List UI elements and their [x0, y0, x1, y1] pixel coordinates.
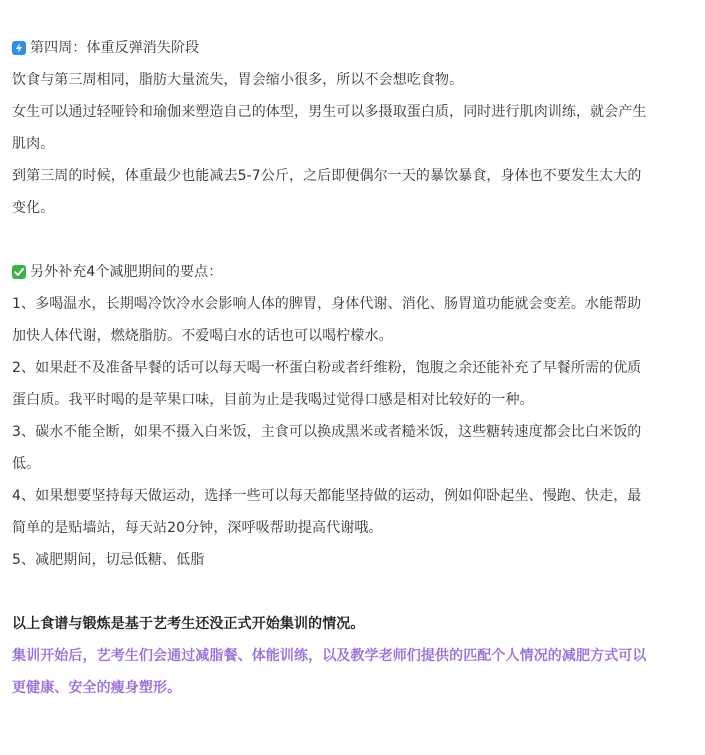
check-icon	[12, 265, 26, 279]
paragraph-line: 到第三周的时候，体重最少也能减去5-7公斤，之后即便偶尔一天的暴饮暴食，身体也不要发生太大的	[12, 168, 642, 184]
summary-bold-line: 以上食谱与锻炼是基于艺考生还没正式开始集训的情况。	[12, 616, 365, 632]
paragraph-line: 低。	[12, 456, 41, 472]
paragraph-line: 4、如果想要坚持每天做运动，选择一些可以每天都能坚持做的运动，例如仰卧起坐、慢跑、快走，最	[12, 488, 642, 504]
highlight-line: 更健康、安全的瘦身塑形。	[12, 680, 182, 696]
paragraph-line: 加快人体代谢，燃烧脂肪。不爱喝白水的话也可以喝柠檬水。	[12, 328, 393, 344]
paragraph-line: 1、多喝温水，长期喝冷饮冷水会影响人体的脾胃，身体代谢、消化、肠胃道功能就会变差。水能帮助	[12, 296, 642, 312]
section-heading-text: 另外补充4个减肥期间的要点：	[30, 264, 223, 280]
paragraph-line: 饮食与第三周相同，脂肪大量流失，胃会缩小很多，所以不会想吃食物。	[12, 72, 464, 88]
paragraph-line: 2、如果赶不及准备早餐的话可以每天喝一杯蛋白粉或者纤维粉，饱腹之余还能补充了早餐所需的优质	[12, 360, 642, 376]
paragraph-line: 变化。	[12, 200, 55, 216]
section-heading-week4	[12, 32, 682, 64]
paragraph-line: 5、减肥期间，切忌低糖、低脂	[12, 552, 205, 568]
paragraph-line: 简单的是贴墙站，每天站20分钟，深呼吸帮助提高代谢哦。	[12, 520, 383, 536]
highlight-line: 集训开始后，艺考生们会通过减脂餐、体能训练，以及教学老师们提供的匹配个人情况的减肥方式可以	[12, 648, 647, 664]
lightning-icon	[12, 41, 26, 55]
paragraph-line: 肌肉。	[12, 136, 55, 152]
paragraph-line: 3、碳水不能全断，如果不摄入白米饭，主食可以换成黑米或者糙米饭，这些糖转速度都会比白米饭的	[12, 424, 642, 440]
section-heading-text: 第四周：体重反弹消失阶段	[30, 40, 200, 56]
section-heading-tips	[12, 256, 682, 288]
paragraph-line: 女生可以通过轻哑铃和瑜伽来塑造自己的体型，男生可以多摄取蛋白质，同时进行肌肉训练，就会产生	[12, 104, 647, 120]
paragraph-line: 蛋白质。我平时喝的是苹果口味，目前为止是我喝过觉得口感是相对比较好的一种。	[12, 392, 534, 408]
